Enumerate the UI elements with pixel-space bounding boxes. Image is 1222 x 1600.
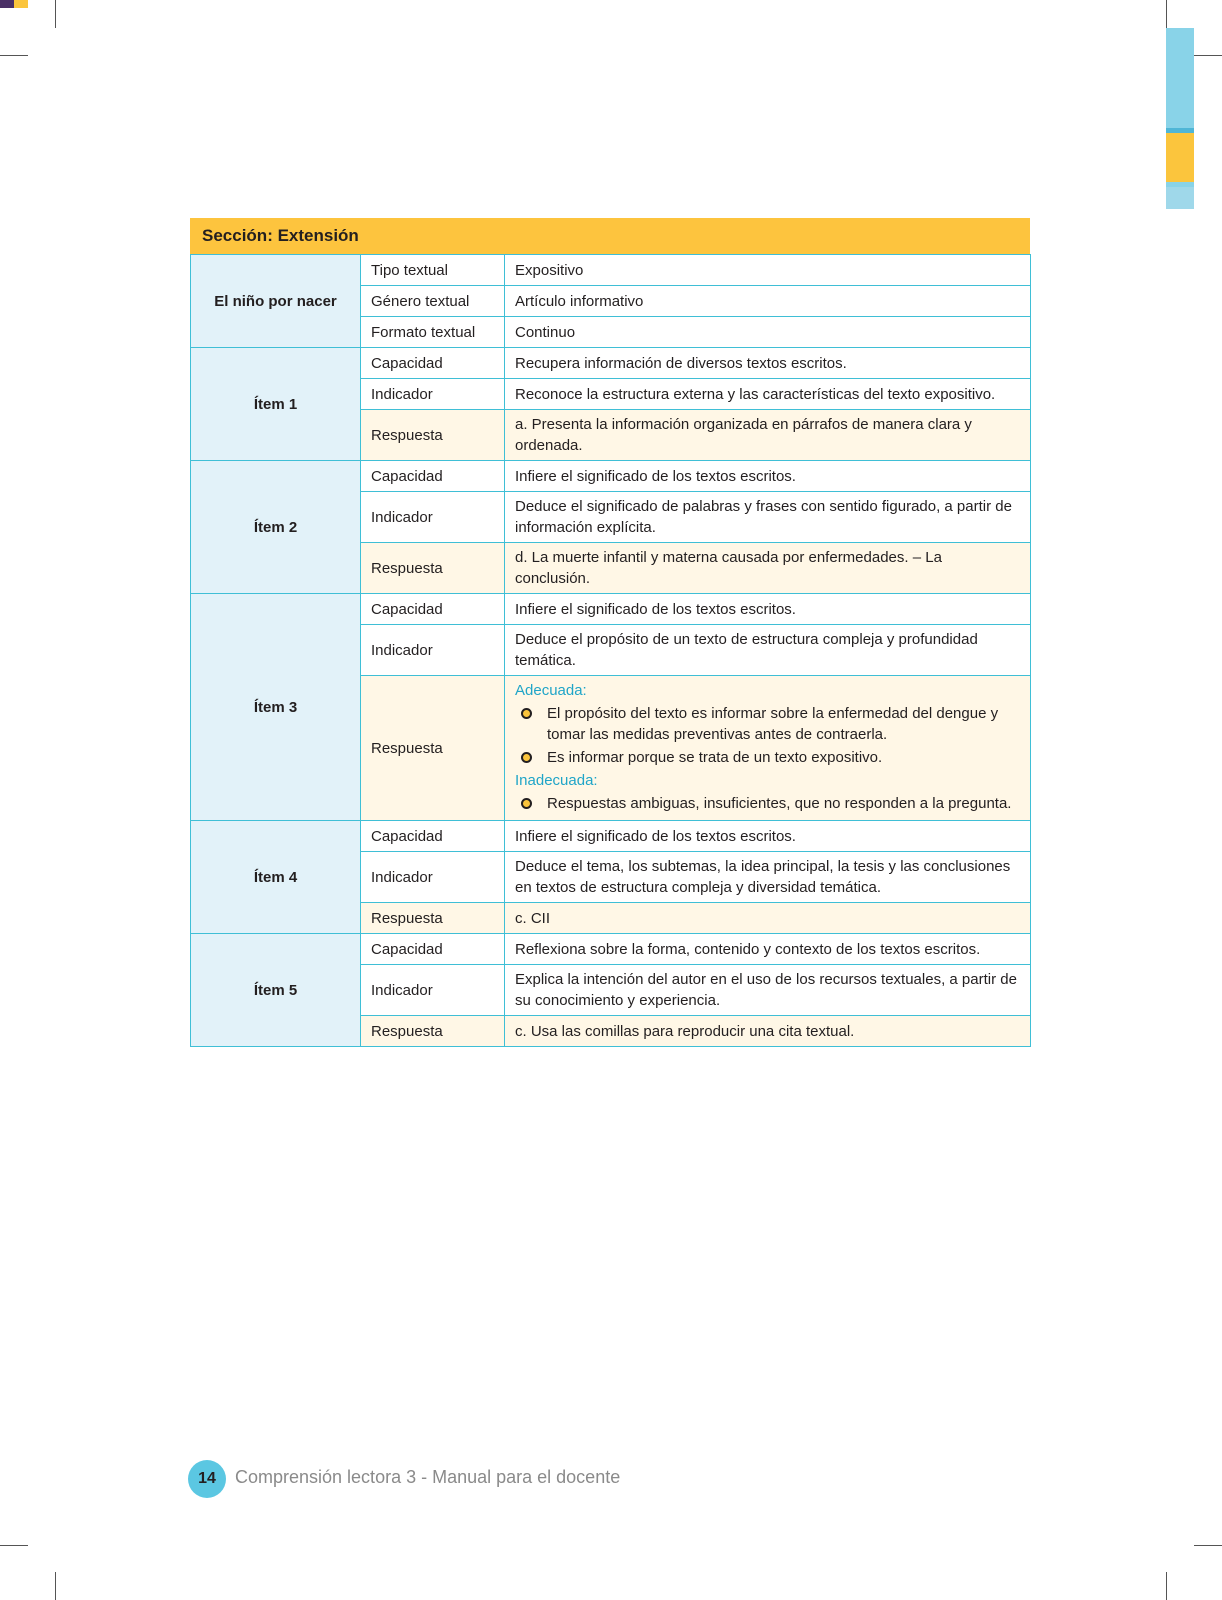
row-label: Tipo textual (361, 255, 505, 286)
response-detail (505, 676, 1031, 821)
group-title: El niño por nacer (191, 255, 361, 348)
row-value: Artículo informativo (505, 286, 1031, 317)
page-number: 14 (188, 1460, 226, 1498)
adecuada-heading: Adecuada: (515, 682, 587, 699)
row-label: Respuesta (361, 676, 505, 821)
adecuada-list (515, 703, 1020, 768)
crop-mark (0, 1545, 28, 1546)
row-label: Capacidad (361, 934, 505, 965)
row-label: Respuesta (361, 1016, 505, 1047)
row-value: c. Usa las comillas para reproducir una cita textual. (505, 1016, 1031, 1047)
row-label: Capacidad (361, 348, 505, 379)
group-title: Ítem 4 (191, 821, 361, 934)
row-label: Capacidad (361, 461, 505, 492)
list-item: Es informar porque se trata de un texto expositivo. (547, 747, 1020, 768)
row-value: Infiere el significado de los textos escritos. (505, 821, 1031, 852)
footer-title: Comprensión lectora 3 - Manual para el docente (235, 1467, 621, 1487)
row-value: Recupera información de diversos textos escritos. (505, 348, 1031, 379)
table-row (191, 594, 1031, 625)
group-title: Ítem 2 (191, 461, 361, 594)
table-row (191, 934, 1031, 965)
group-title: Ítem 5 (191, 934, 361, 1047)
evaluation-table (190, 254, 1031, 1047)
row-value: Infiere el significado de los textos escritos. (505, 461, 1031, 492)
group-title: Ítem 1 (191, 348, 361, 461)
row-label: Formato textual (361, 317, 505, 348)
row-label: Indicador (361, 379, 505, 410)
row-label: Capacidad (361, 594, 505, 625)
row-label: Género textual (361, 286, 505, 317)
section-title: Sección: Extensión (190, 218, 1030, 254)
row-label: Respuesta (361, 410, 505, 461)
inadecuada-heading: Inadecuada: (515, 772, 598, 789)
row-value: Deduce el significado de palabras y frases con sentido figurado, a partir de información explícita. (505, 492, 1031, 543)
table-row (191, 461, 1031, 492)
row-label: Indicador (361, 625, 505, 676)
row-value: Deduce el tema, los subtemas, la idea principal, la tesis y las conclusiones en textos de estructura compleja y diversidad temática. (505, 852, 1031, 903)
crop-mark (0, 55, 28, 56)
row-value: a. Presenta la información organizada en párrafos de manera clara y ordenada. (505, 410, 1031, 461)
crop-mark (1166, 0, 1167, 28)
crop-mark (1166, 1572, 1167, 1600)
table-row (191, 255, 1031, 286)
row-label: Respuesta (361, 903, 505, 934)
row-value: Continuo (505, 317, 1031, 348)
crop-mark (55, 0, 56, 28)
row-value: Deduce el propósito de un texto de estructura compleja y profundidad temática. (505, 625, 1031, 676)
row-value: Explica la intención del autor en el uso de los recursos textuales, a partir de su conocimiento y experiencia. (505, 965, 1031, 1016)
row-value: d. La muerte infantil y materna causada por enfermedades. – La conclusión. (505, 543, 1031, 594)
side-tab-yellow (1166, 133, 1194, 182)
row-value: c. CII (505, 903, 1031, 934)
side-tab-light (1166, 187, 1194, 209)
crop-mark (55, 1572, 56, 1600)
row-value: Reconoce la estructura externa y las características del texto expositivo. (505, 379, 1031, 410)
table-row (191, 821, 1031, 852)
list-item: El propósito del texto es informar sobre la enfermedad del dengue y tomar las medidas preventivas antes de contraerla. (547, 703, 1020, 745)
row-label: Respuesta (361, 543, 505, 594)
row-value: Reflexiona sobre la forma, contenido y contexto de los textos escritos. (505, 934, 1031, 965)
inadecuada-list (515, 793, 1020, 814)
list-item: Respuestas ambiguas, insuficientes, que no responden a la pregunta. (547, 793, 1020, 814)
group-title: Ítem 3 (191, 594, 361, 821)
row-label: Indicador (361, 852, 505, 903)
row-value: Infiere el significado de los textos escritos. (505, 594, 1031, 625)
row-label: Indicador (361, 965, 505, 1016)
side-tab-bottom (0, 0, 28, 8)
table-row (191, 348, 1031, 379)
crop-mark (1194, 1545, 1222, 1546)
row-label: Indicador (361, 492, 505, 543)
row-value: Expositivo (505, 255, 1031, 286)
crop-mark (1194, 55, 1222, 56)
side-tab-blue (1166, 28, 1194, 128)
row-label: Capacidad (361, 821, 505, 852)
